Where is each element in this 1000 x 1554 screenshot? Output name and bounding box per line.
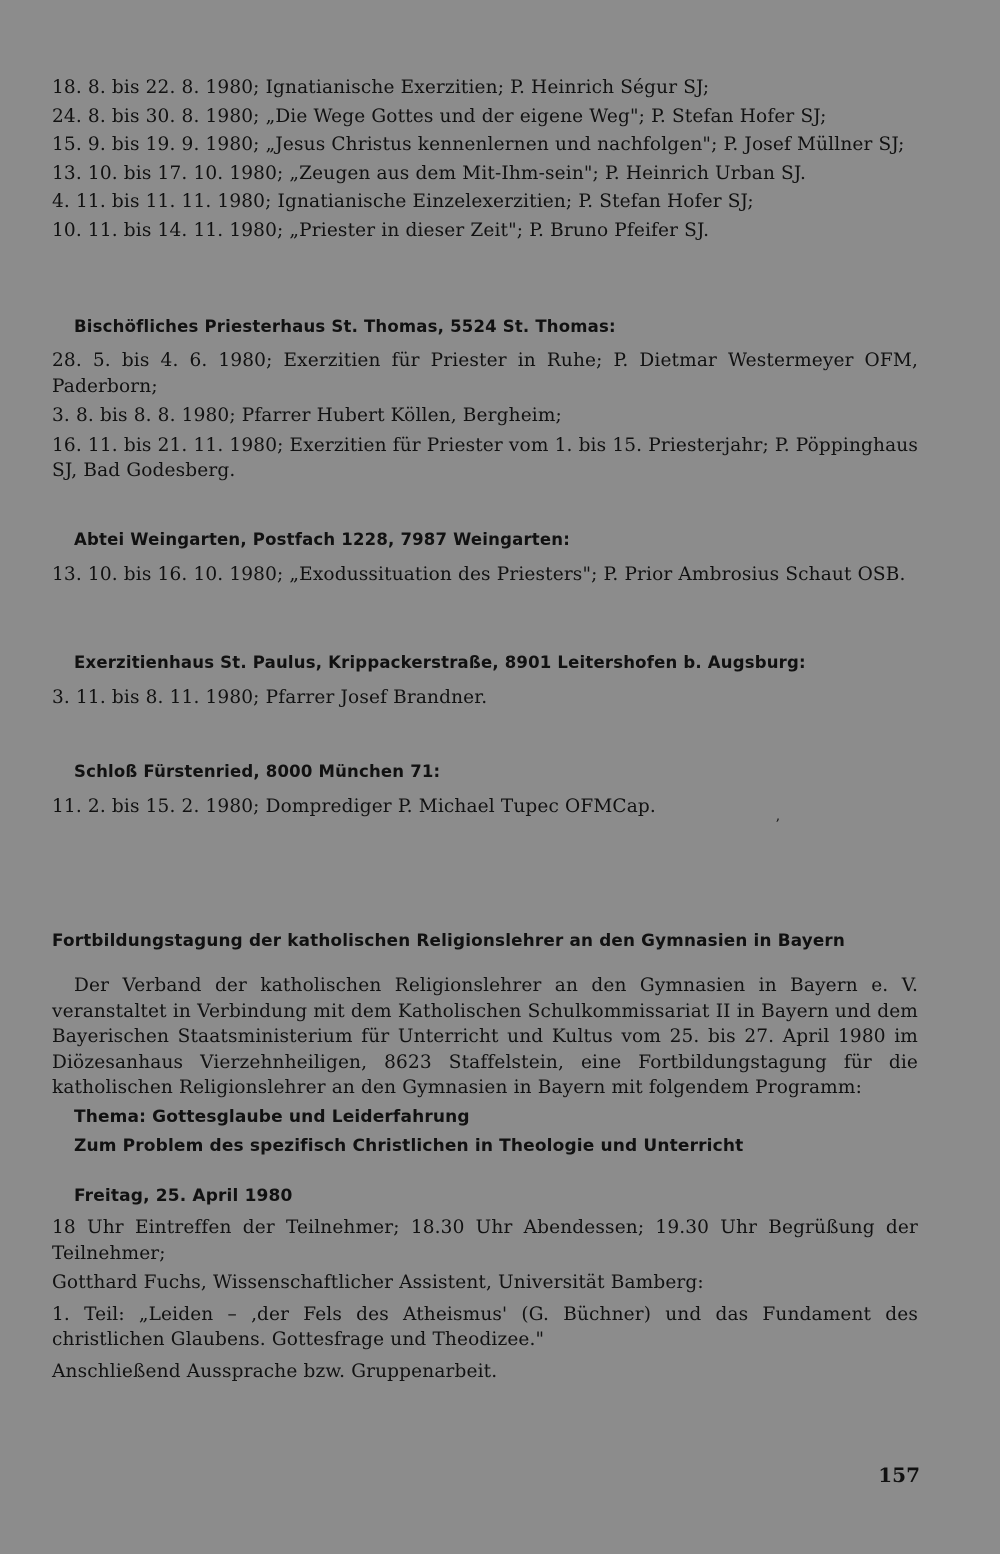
schedule-item: 1. Teil: „Leiden – ‚der Fels des Atheismus' (G. Büchner) und das Fundament des christlichen Glaubens. Gottesfrage und Theodizee." — [52, 1303, 918, 1350]
entry: 18. 8. bis 22. 8. 1980; Ignatianische Exerzitien; P. Heinrich Ségur SJ; — [52, 77, 710, 98]
schedule-item: Anschließend Aussprache bzw. Gruppenarbeit. — [52, 1360, 498, 1382]
section-weingarten — [52, 529, 918, 588]
section-heading: Exerzitienhaus St. Paulus, Krippackerstraße, 8901 Leitershofen b. Augsburg: — [74, 653, 806, 672]
entry: 16. 11. bis 21. 11. 1980; Exerzitien für Priester vom 1. bis 15. Priesterjahr; P. Pöppinghaus SJ, Bad Godesberg. — [52, 434, 918, 481]
section-st-thomas — [52, 316, 918, 484]
article-subtheme: Zum Problem des spezifisch Christlichen in Theologie und Unterricht — [74, 1136, 744, 1156]
entry: 15. 9. bis 19. 9. 1980; „Jesus Christus kennenlernen und nachfolgen"; P. Josef Müllner SJ; — [52, 134, 905, 155]
article-title: Fortbildungstagung der katholischen Religionslehrer an den Gymnasien in Bayern — [52, 930, 846, 950]
entry: 4. 11. bis 11. 11. 1980; Ignatianische Einzelexerzitien; P. Stefan Hofer SJ; — [52, 191, 754, 212]
article — [52, 929, 918, 1384]
entry: 24. 8. bis 30. 8. 1980; „Die Wege Gottes und der eigene Weg"; P. Stefan Hofer SJ; — [52, 105, 827, 127]
schedule-item: Gotthard Fuchs, Wissenschaftlicher Assistent, Universität Bamberg: — [52, 1272, 704, 1293]
entry: 13. 10. bis 17. 10. 1980; „Zeugen aus dem Mit-Ihm-sein"; P. Heinrich Urban SJ. — [52, 162, 807, 184]
section-fuerstenried — [52, 761, 918, 820]
section-heading: Bischöfliches Priesterhaus St. Thomas, 5524 St. Thomas: — [74, 317, 616, 336]
article-intro: Der Verband der katholischen Religionslehrer an den Gymnasien in Bayern e. V. veranstaltet in Verbindung mit dem Katholischen Schulkommissariat II in Bayern und dem Bayerischen Staatsministerium für Unterricht und Kultus vom 25. bis 27. April 1980 im Diözesanhaus Vierzehnheiligen, 8623 Staffelstein, eine Fortbildungstagung für die katholischen Religionslehrer an den Gymnasien in Bayern mit folgendem Programm: — [52, 975, 918, 1098]
entry: 3. 11. bis 8. 11. 1980; Pfarrer Josef Brandner. — [52, 687, 488, 708]
entry: 11. 2. bis 15. 2. 1980; Domprediger P. Michael Tupec OFMCap. — [52, 796, 656, 817]
article-theme: Thema: Gottesglaube und Leiderfahrung — [74, 1106, 470, 1127]
entry: 28. 5. bis 4. 6. 1980; Exerzitien für Priester in Ruhe; P. Dietmar Westermeyer OFM, Paderborn; — [52, 350, 918, 397]
section-heading: Schloß Fürstenried, 8000 München 71: — [74, 762, 441, 781]
entry: 10. 11. bis 14. 11. 1980; „Priester in dieser Zeit"; P. Bruno Pfeifer SJ. — [52, 219, 710, 241]
entry: 3. 8. bis 8. 8. 1980; Pfarrer Hubert Köllen, Bergheim; — [52, 405, 562, 426]
page-number: 157 — [878, 1463, 920, 1487]
section-leitershofen — [52, 652, 918, 711]
day-heading: Freitag, 25. April 1980 — [74, 1185, 293, 1206]
retreat-list-1 — [52, 75, 918, 243]
ink-speck: ʼ — [775, 817, 780, 833]
section-heading: Abtei Weingarten, Postfach 1228, 7987 Weingarten: — [74, 530, 571, 549]
schedule-item: 18 Uhr Eintreffen der Teilnehmer; 18.30 Uhr Abendessen; 19.30 Uhr Begrüßung der Teilnehmer; — [52, 1217, 918, 1264]
entry: 13. 10. bis 16. 10. 1980; „Exodussituation des Priesters"; P. Prior Ambrosius Schaut OSB. — [52, 564, 906, 585]
